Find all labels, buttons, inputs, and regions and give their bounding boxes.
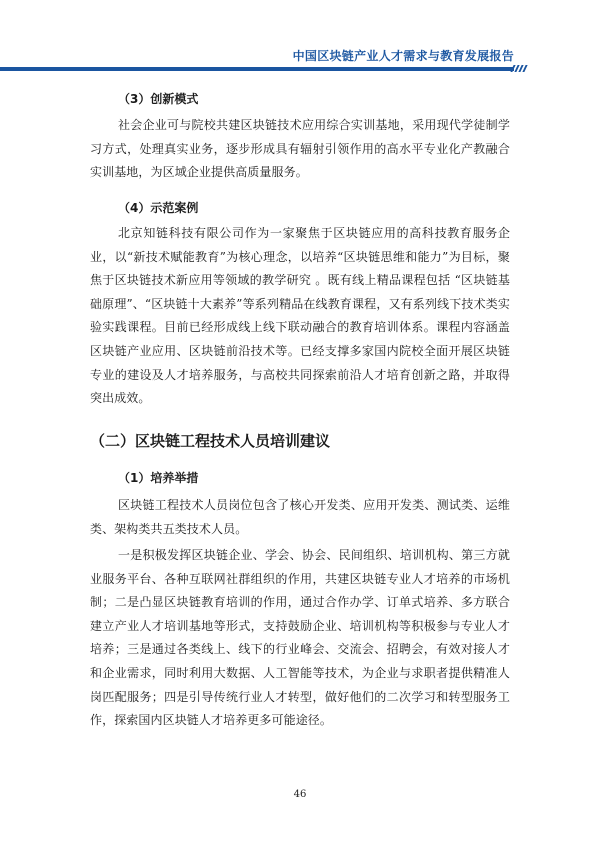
header-rule [0, 67, 514, 71]
subheading-innovation-model: （3）创新模式 [118, 92, 199, 106]
section-heading-training-advice: （二）区块链工程技术人员培训建议 [90, 432, 331, 450]
paragraph-demo-case: 北京知链科技有限公司作为一家聚焦于区块链应用的高科技教育服务企业，以“新技术赋能教育”为核心理念，以培养“区块链思维和能力”为目标，聚焦于区块链技术新应用等领域的教学研究 。既有线上精品课程包括 “区块链基础原理”、“区块链十大素养”等系列精品在线教育课程，又有系列线下技术类实验实践课程。目前已经形成线上线下联动融合的教育培训体系。课程内容涵盖区块链产业应用、区块链前沿技术等。已经支撑多家国内院校全面开展区块链专业的建设及人才培养服务，与高校共同探索前沿人才培育创新之路，并取得突出成效。 [90, 226, 510, 406]
report-title: 中国区块链产业人才需求与教育发展报告 [292, 49, 514, 63]
header-stripes-decoration [512, 65, 528, 72]
subheading-demo-case: （4）示范案例 [118, 201, 199, 215]
subheading-training-measures: （1）培养举措 [118, 471, 199, 485]
paragraph-training-measures: 一是积极发挥区块链企业、学会、协会、民间组织、培训机构、第三方就业服务平台、各种互联网社群组织的作用，共建区块链专业人才培养的市场机制；二是凸显区块链教育培训的作用，通过合作办学、订单式培养、多方联合建立产业人才培训基地等形式，支持鼓励企业、培训机构等积极参与专业人才培养；三是通过各类线上、线下的行业峰会、交流会、招聘会，有效对接人才和企业需求，同时利用大数据、人工智能等技术，为企业与求职者提供精准人岗匹配服务；四是引导传统行业人才转型，做好他们的二次学习和转型服务工作，探索国内区块链人才培养更多可能途径。 [90, 548, 510, 728]
paragraph-job-categories: 区块链工程技术人员岗位包含了核心开发类、应用开发类、测试类、运维类、架构类共五类技术人员。 [90, 498, 510, 536]
paragraph-innovation-model: 社会企业可与院校共建区块链技术应用综合实训基地，采用现代学徒制学习方式，处理真实业务，逐步形成具有辐射引领作用的高水平专业化产教融合实训基地，为区域企业提供高质量服务。 [90, 118, 510, 180]
page-number: 46 [293, 789, 307, 800]
page-header [0, 0, 600, 75]
